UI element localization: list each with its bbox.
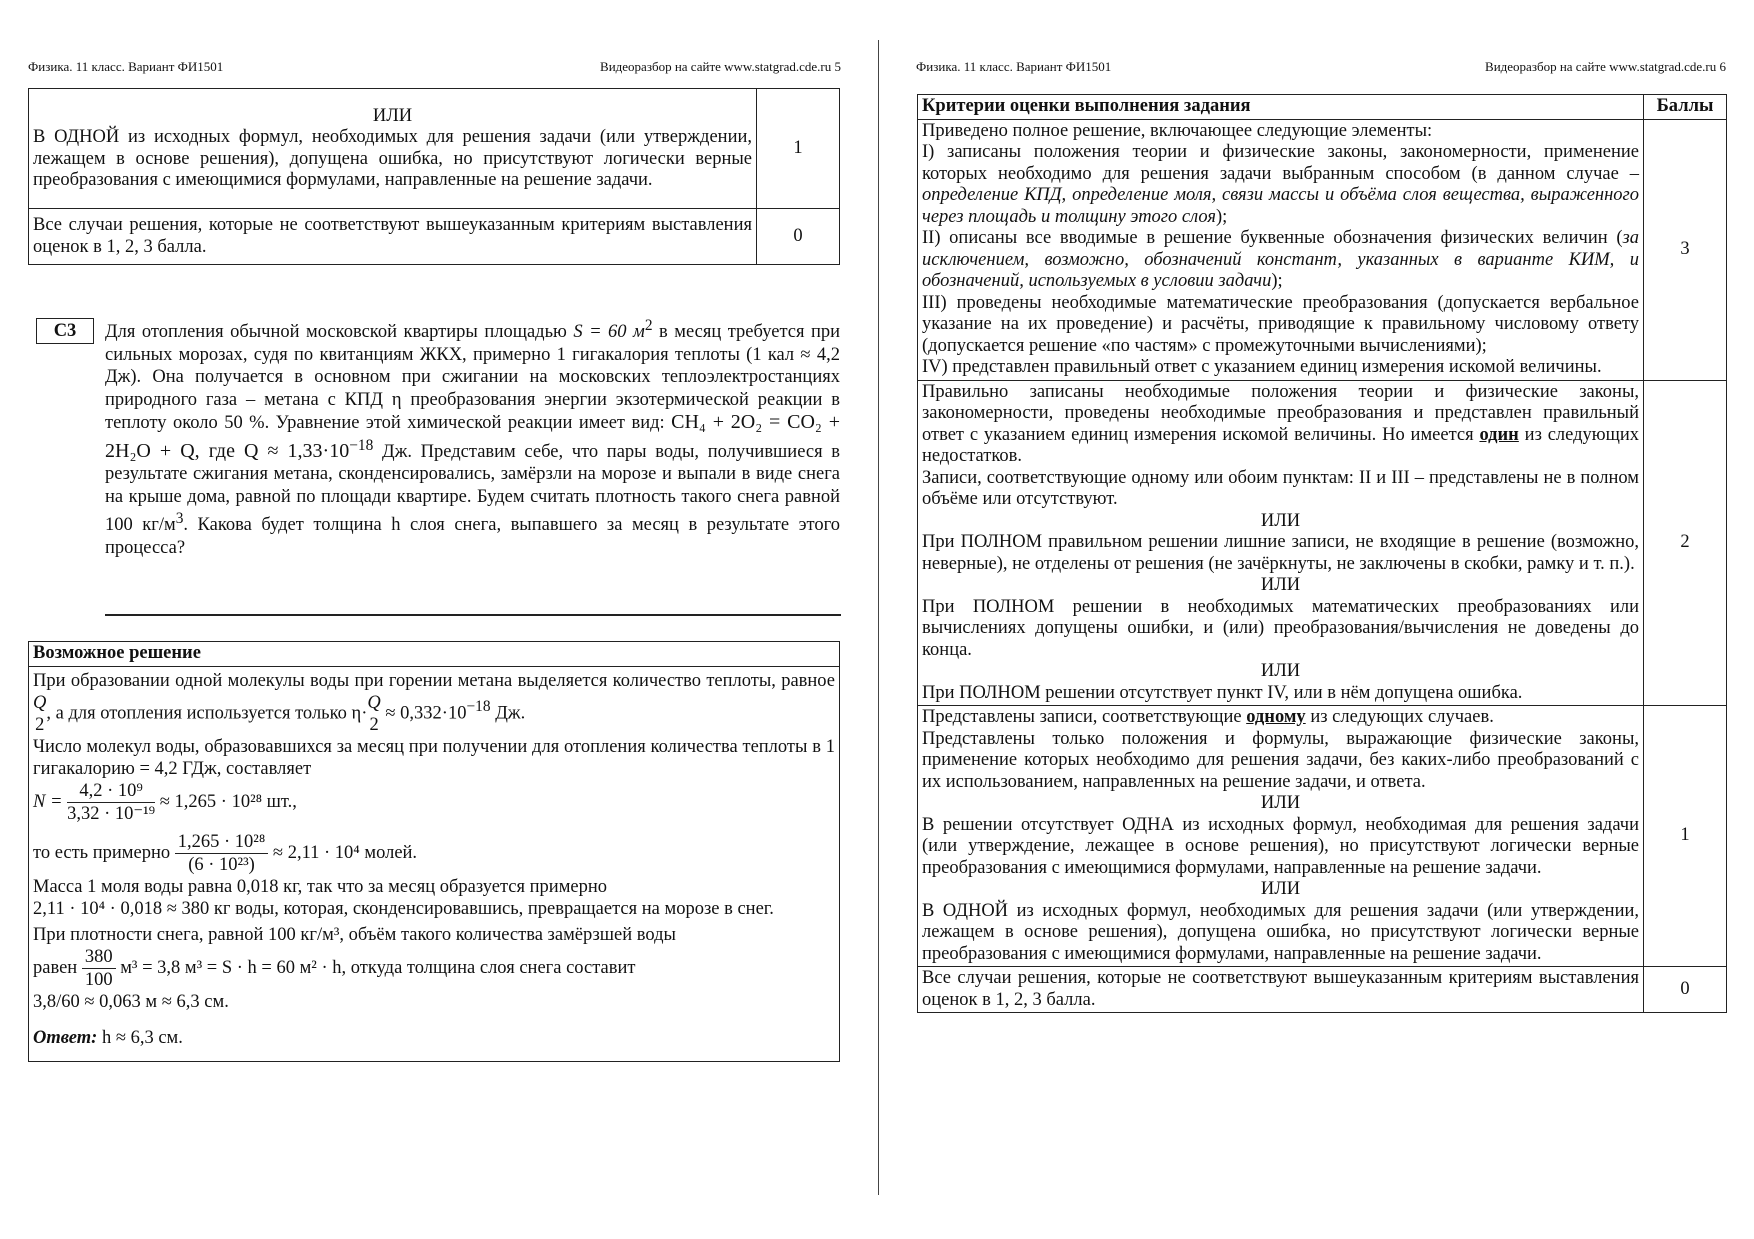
table-row: [918, 119, 1727, 380]
text: При плотности снега, равной 100 кг/м³, объём такого количества замёрзшей воды: [33, 924, 676, 945]
text: Дж. Представим себе, что пары воды, получившиеся в результате сжигания метана, сконденсировались, замёрзли на морозе и выпали в виде снега на крыше дома, равной по площади квартире. Будем считать плотность такого снега равной 100 кг/м: [105, 441, 841, 536]
text: При образовании одной молекулы воды при горении метана выделяется количество теплоты, равное: [33, 670, 835, 691]
text: 380: [82, 946, 116, 969]
fraction: [175, 831, 269, 876]
solution-body: [29, 666, 840, 1061]
text: определение КПД, определение моля, связи массы и объёма слоя вещества, выраженного через площадь и толщину этого слоя: [922, 185, 1639, 227]
text: 2,11 · 10⁴ · 0,018 ≈ 380 кг воды, которая, сконденсировавшись, превращается на морозе в снег.: [33, 898, 774, 919]
score-cell: 2: [1644, 380, 1727, 706]
solution-table: [28, 641, 840, 1062]
criteria-text: В ОДНОЙ из исходных формул, необходимых для решения задачи (или утверждении, лежащем в основе решения), допущена ошибка, но присутствуют логически верные преобразования с имеющимися формулами, направленные на решение задачи.: [33, 127, 752, 190]
text: −18: [466, 697, 491, 715]
table-row: [918, 967, 1727, 1013]
table-row: [918, 380, 1727, 706]
text: 3,32 · 10⁻¹⁹: [67, 803, 156, 824]
text: ≈ 2,11 · 10⁴ молей.: [268, 842, 418, 863]
text: N =: [33, 791, 68, 812]
text: Дж.: [490, 702, 526, 723]
left-header-right: Видеоразбор на сайте www.statgrad.cde.ru 5: [600, 59, 841, 74]
text: Для отопления обычной московской квартиры площадью: [105, 322, 574, 343]
fraction: [33, 692, 46, 736]
text: одному: [1246, 707, 1306, 727]
text: );: [1216, 206, 1228, 227]
or-label: ИЛИ: [1260, 793, 1301, 813]
score-cell: 1: [1644, 706, 1727, 967]
text: из следующих недостатков.: [922, 424, 1640, 466]
text: S = 60 м: [573, 322, 645, 343]
task-statement: [105, 315, 840, 559]
or-label: ИЛИ: [1260, 575, 1301, 595]
text: из следующих случаев.: [1305, 707, 1494, 727]
text: 2: [369, 714, 379, 735]
text: Число молекул воды, образовавшихся за месяц при получении для отопления количества теплоты в 1 гигакалорию = 4,2 ГДж, составляет: [33, 736, 835, 779]
table-row: [918, 706, 1727, 967]
solution-title: Возможное решение: [29, 642, 840, 667]
text: ≈ 1,265 · 10²⁸ шт.,: [155, 791, 297, 812]
text: Q: [33, 692, 47, 713]
separator-line: [105, 614, 841, 616]
score-cell: 0: [1644, 967, 1727, 1013]
text: При ПОЛНОМ решении отсутствует пункт IV, или в нём допущена ошибка.: [922, 682, 1523, 703]
criteria-cell: [918, 706, 1644, 967]
criteria-text: Все случаи решения, которые не соответствуют вышеуказанным критериям выставления оценок в 1, 2, 3 балла.: [918, 967, 1644, 1013]
text: );: [1271, 271, 1283, 291]
text: Приведено полное решение, включающее следующие элементы:: [922, 120, 1433, 141]
text: −18: [349, 436, 374, 454]
text: м³ = 3,8 м³ = S · h = 60 м² · h, откуда толщина слоя снега составит: [115, 957, 636, 978]
text: 2: [35, 714, 45, 735]
text: Правильно записаны необходимые положения теории и физические законы, закономерности, проведены необходимые преобразования и представлен правильный ответ с указанием единиц измерения искомой величины. Но имеется: [922, 381, 1639, 445]
text: в месяц требуется при сильных морозах, судя по квитанциям ЖКХ, примерно 1 гигакалория теплоты (1 кал ≈ 4,2 Дж). Она получается в основном при сжигании на московских теплоэлектростанциях природного газа – метана с КПД η преобразования энергии экзотермической реакции в теплоту около 50 %. Уравнение этой химической реакции имеет вид:: [105, 322, 841, 434]
text: (6 · 10²³): [188, 854, 255, 875]
text: В ОДНОЙ из исходных формул, необходимых для решения задачи (или утверждении, лежащем в основе решения), допущена ошибка, но присутствуют логически верные преобразования с имеющимися формулами, направленные на решение задачи.: [922, 900, 1639, 964]
text: 100: [84, 969, 113, 990]
or-label: ИЛИ: [1260, 510, 1301, 531]
text: IV) представлен правильный ответ с указанием единиц измерения искомой величины.: [922, 357, 1602, 377]
page-divider: [878, 40, 879, 1195]
criteria-table: [917, 94, 1727, 1013]
text: Представлены записи, соответствующие: [922, 707, 1247, 727]
criteria-text: Все случаи решения, которые не соответствуют вышеуказанным критериям выставления оценок в 1, 2, 3 балла.: [29, 209, 757, 265]
text: Масса 1 моля воды равна 0,018 кг, так что за месяц образуется примерно: [33, 876, 608, 897]
text: равен: [33, 957, 82, 978]
column-header-criteria: Критерии оценки выполнения задания: [918, 95, 1644, 120]
text: то есть примерно: [33, 842, 175, 863]
fraction: [67, 780, 155, 825]
score-cell: 1: [757, 89, 840, 209]
right-header-right: Видеоразбор на сайте www.statgrad.cde.ru 6: [1485, 59, 1726, 74]
criteria-cell: [29, 89, 757, 209]
text: II) описаны все вводимые в решение буквенные обозначения физических величин (: [922, 228, 1623, 248]
text: При ПОЛНОМ правильном решении лишние записи, не входящие в решение (возможно, неверные), не отделены от решения (не зачёркнуты, не заключены в скобки, рамку и т. п.).: [922, 532, 1639, 574]
left-header-left: Физика. 11 класс. Вариант ФИ1501: [28, 59, 224, 74]
criteria-cell: [918, 119, 1644, 380]
table-row: [29, 89, 840, 209]
or-label: ИЛИ: [1260, 661, 1301, 681]
or-label: ИЛИ: [372, 105, 413, 126]
answer-label: Ответ:: [33, 1027, 98, 1048]
column-header-score: Баллы: [1644, 95, 1727, 120]
text: за исключением, возможно, обозначений констант, указанных в варианте КИМ, и обозначений, используемых в условии задачи: [922, 228, 1639, 291]
text: 1,265 · 10²⁸: [175, 831, 269, 854]
text: При ПОЛНОМ решении в необходимых математических преобразованиях или вычислениях допущены ошибки, и (или) преобразования/вычисления не доведены до конца.: [922, 596, 1639, 660]
text: , а для отопления используется только η·: [46, 702, 368, 723]
fraction: [367, 692, 380, 736]
text: I) записаны положения теории и физические законы, закономерности, применение которых необходимо для решения задачи выбранным способом (в данном случае –: [922, 142, 1639, 184]
text: 3,8/60 ≈ 0,063 м ≈ 6,3 см.: [33, 991, 229, 1012]
criteria-cell: [918, 380, 1644, 706]
or-label: ИЛИ: [1260, 879, 1301, 899]
text: ≈ 0,332·10: [380, 702, 467, 723]
text: 4,2 · 10⁹: [67, 780, 155, 803]
text: 2: [644, 317, 653, 334]
fraction: [82, 946, 116, 991]
right-header-left: Физика. 11 класс. Вариант ФИ1501: [916, 59, 1112, 74]
table-row: [29, 209, 840, 265]
score-cell: 3: [1644, 119, 1727, 380]
text: один: [1479, 424, 1519, 445]
score-cell: 0: [757, 209, 840, 265]
text: Записи, соответствующие одному или обоим пунктам: II и III – представлены не в полном объёме или отсутствуют.: [922, 467, 1639, 509]
task-label: С3: [36, 318, 94, 344]
text: 3: [175, 510, 184, 528]
equation: CH₄ + 2O₂ = CO₂ + 2H₂O + Q, где Q ≈ 1,33·10: [105, 411, 841, 462]
text: Представлены только положения и формулы, выражающие физические законы, применение которых необходимо для решения задачи, без каких-либо преобразований с их использованием, направленных на решение задачи, и ответа.: [922, 728, 1639, 792]
text: . Какова будет толщина h слоя снега, выпавшего за месяц в результате этого процесса?: [105, 515, 840, 558]
answer-text: h ≈ 6,3 см.: [97, 1027, 183, 1048]
text: III) проведены необходимые математические преобразования (допускается вербальное указание на их проведение) и расчёты, приводящие к правильному числовому ответу (допускается решение «по частям» с промежуточными вычислениями);: [922, 292, 1639, 356]
criteria-table-continued: [28, 88, 840, 265]
text: Q: [367, 692, 381, 713]
text: В решении отсутствует ОДНА из исходных формул, необходимая для решения задачи (или утверждение, лежащее в основе решения), но присутствуют логически верные преобразования с имеющимися формулами, направленные на решение задачи.: [922, 814, 1639, 878]
